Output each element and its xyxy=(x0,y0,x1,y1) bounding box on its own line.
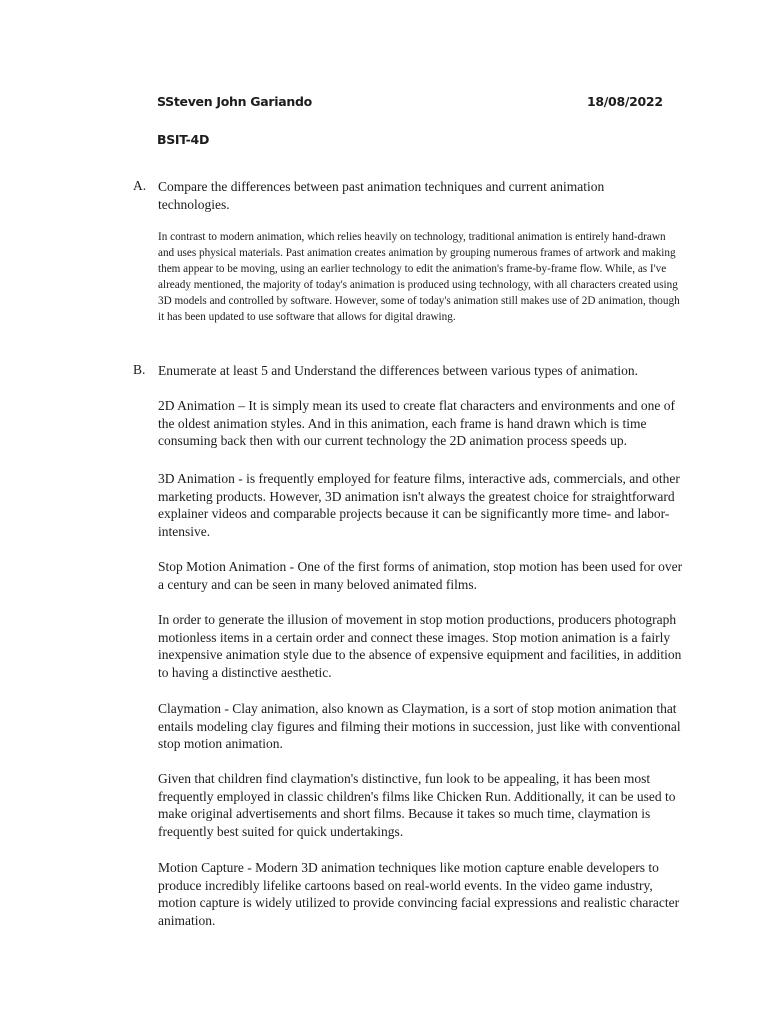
question-a-marker: A. xyxy=(133,178,147,193)
question-a-answer: In contrast to modern animation, which relies heavily on technology, traditional animation is entirely hand-drawn and uses physical materials. Past animation creates animation by grouping numerous frames of artwork and making them appear to be moving, using an earlier technology to edit the animation's frame-by-frame flow. While, as I've already mentioned, the majority of today's animation is produced using technology, with all characters created using 3D models and controlled by software. However, some of today's animation still makes use of 2D animation, though it has been updated to use software that allows for digital drawing. xyxy=(158,231,680,323)
question-a-text: Compare the differences between past animation techniques and current animation technologies. xyxy=(158,179,605,212)
class-section: BSIT-4D xyxy=(157,132,210,147)
paragraph-claymation: Claymation - Clay animation, also known as Claymation, is a sort of stop motion animation that entails modeling clay figures and filming their motions in succession, just like with conventional stop motion animation. xyxy=(158,701,681,752)
paragraph-stop-motion-detail: In order to generate the illusion of movement in stop motion productions, producers photograph motionless items in a certain order and connect these images. Stop motion animation is a fairly inexpensive animation style due to the absence of expensive equipment and facilities, in addition to having a distinctive aesthetic. xyxy=(158,612,682,680)
student-name: SSteven John Gariando xyxy=(157,94,312,109)
question-b-marker: B. xyxy=(133,362,146,377)
paragraph-claymation-detail: Given that children find claymation's distinctive, fun look to be appealing, it has been most frequently employed in classic children's films like Chicken Run. Additionally, it can be used to make original advertisements and short films. Because it takes so much time, claymation is frequently best suited for quick undertakings. xyxy=(158,771,676,839)
paragraph-2d-animation: 2D Animation – It is simply mean its used to create flat characters and environments and one of the oldest animation styles. And in this animation, each frame is hand drawn which is time consuming back then with our current technology the 2D animation process speeds up. xyxy=(158,398,675,449)
question-b-text: Enumerate at least 5 and Understand the differences between various types of animation. xyxy=(158,363,638,378)
document-date: 18/08/2022 xyxy=(587,94,663,109)
paragraph-motion-capture: Motion Capture - Modern 3D animation techniques like motion capture enable developers to produce incredibly lifelike cartoons based on real-world events. In the video game industry, motion capture is widely utilized to provide convincing facial expressions and realistic character animation. xyxy=(158,860,680,928)
paragraph-stop-motion: Stop Motion Animation - One of the first forms of animation, stop motion has been used for over a century and can be seen in many beloved animated films. xyxy=(158,559,683,592)
paragraph-3d-animation: 3D Animation - is frequently employed for feature films, interactive ads, commercials, and other marketing products. However, 3D animation isn't always the greatest choice for straightforward explainer videos and comparable projects because it can be significantly more time- and labor-intensive. xyxy=(158,471,680,539)
